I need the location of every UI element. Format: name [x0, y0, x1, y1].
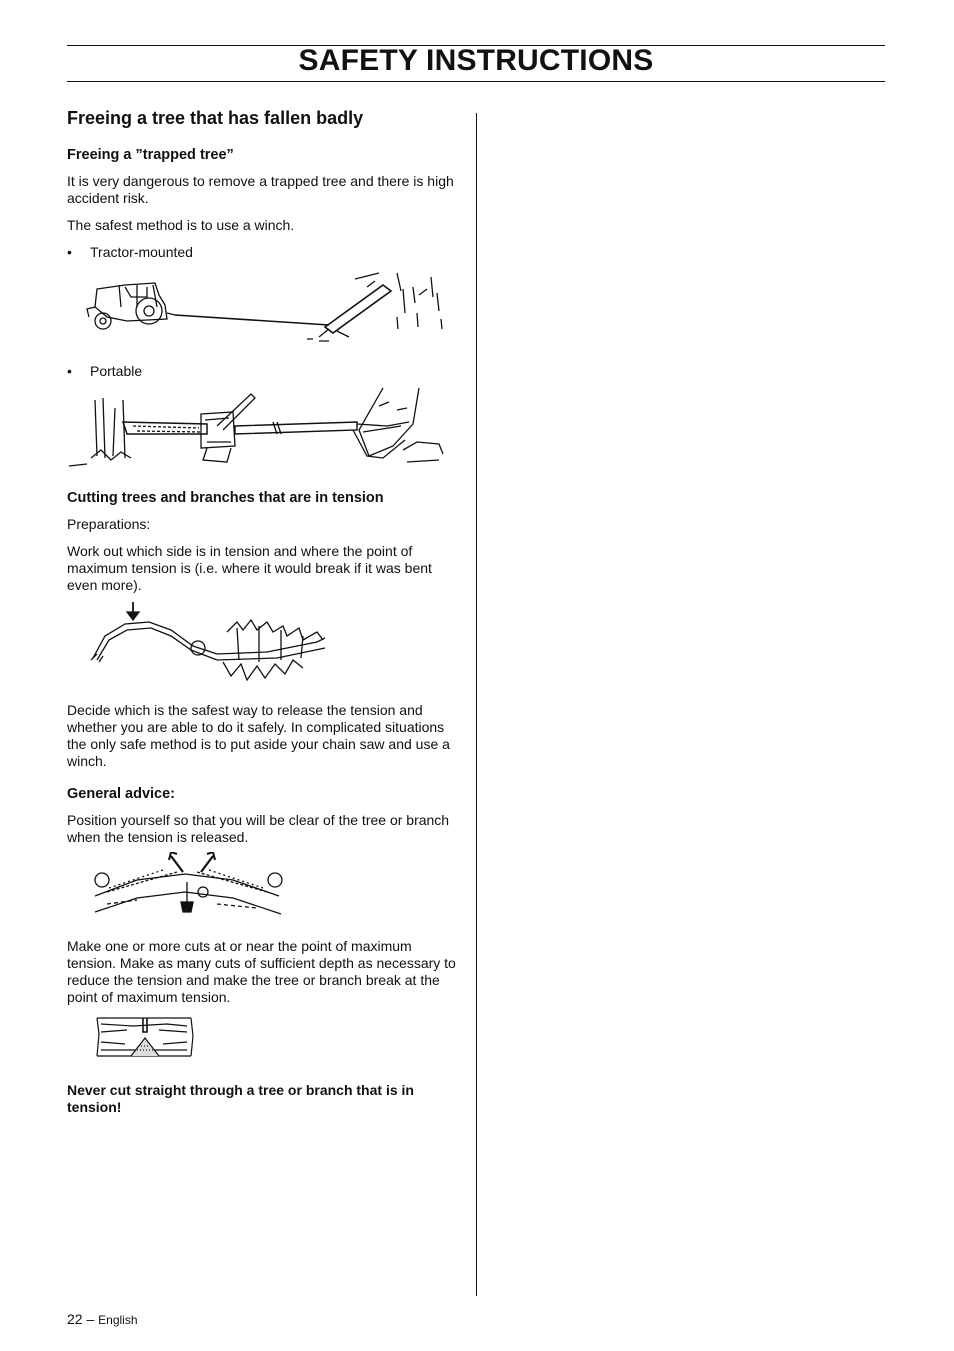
tension-paragraph-2: Work out which side is in tension and where the point of maximum tension is (i.e. where it would break if it was bent even more).	[67, 543, 432, 593]
bullet-tractor-mounted	[67, 244, 459, 261]
header-bottom-rule	[67, 81, 885, 82]
portable-winch-illustration	[67, 386, 459, 476]
log-position-illustration	[67, 852, 459, 922]
bullet-label: Portable	[90, 363, 143, 379]
section-heading: Freeing a tree that has fallen badly	[67, 108, 364, 128]
page-footer	[67, 1311, 138, 1327]
bent-tree-tension-illustration	[67, 602, 459, 684]
page-title: SAFETY INSTRUCTIONS	[298, 44, 654, 77]
footer-language: English	[98, 1313, 138, 1327]
column-divider	[476, 113, 477, 1296]
never-cut-warning: Never cut straight through a tree or branch that is in tension!	[67, 1082, 414, 1115]
general-advice-paragraph-2: Make one or more cuts at or near the point of maximum tension. Make as many cuts of sufficient depth as necessary to reduce the tension and make the tree or branch break at the point of maximum tension.	[67, 938, 456, 1005]
general-advice-heading: General advice:	[67, 786, 175, 802]
trapped-tree-paragraph-1: It is very dangerous to remove a trapped tree and there is high accident risk.	[67, 173, 454, 206]
log-cut-illustration	[67, 1014, 459, 1062]
left-column	[67, 108, 459, 1116]
general-advice-paragraph-1: Position yourself so that you will be clear of the tree or branch when the tension is released.	[67, 812, 450, 845]
tractor-winch-illustration	[67, 267, 459, 349]
bullet-label: Tractor-mounted	[90, 244, 193, 260]
trapped-tree-paragraph-2: The safest method is to use a winch.	[67, 217, 295, 233]
footer-dash: –	[86, 1311, 95, 1327]
tension-paragraph-1: Preparations:	[67, 516, 151, 532]
bullet-dot: •	[67, 244, 72, 260]
bullet-portable	[67, 363, 459, 380]
tension-heading: Cutting trees and branches that are in tension	[67, 490, 384, 506]
page-number: 22	[67, 1311, 83, 1327]
tension-paragraph-3: Decide which is the safest way to release the tension and whether you are able to do it safely. In complicated situations the only safe method is to put aside your chain saw and use a winch.	[67, 702, 450, 769]
trapped-tree-heading: Freeing a ”trapped tree”	[67, 147, 234, 163]
bullet-dot: •	[67, 363, 72, 379]
